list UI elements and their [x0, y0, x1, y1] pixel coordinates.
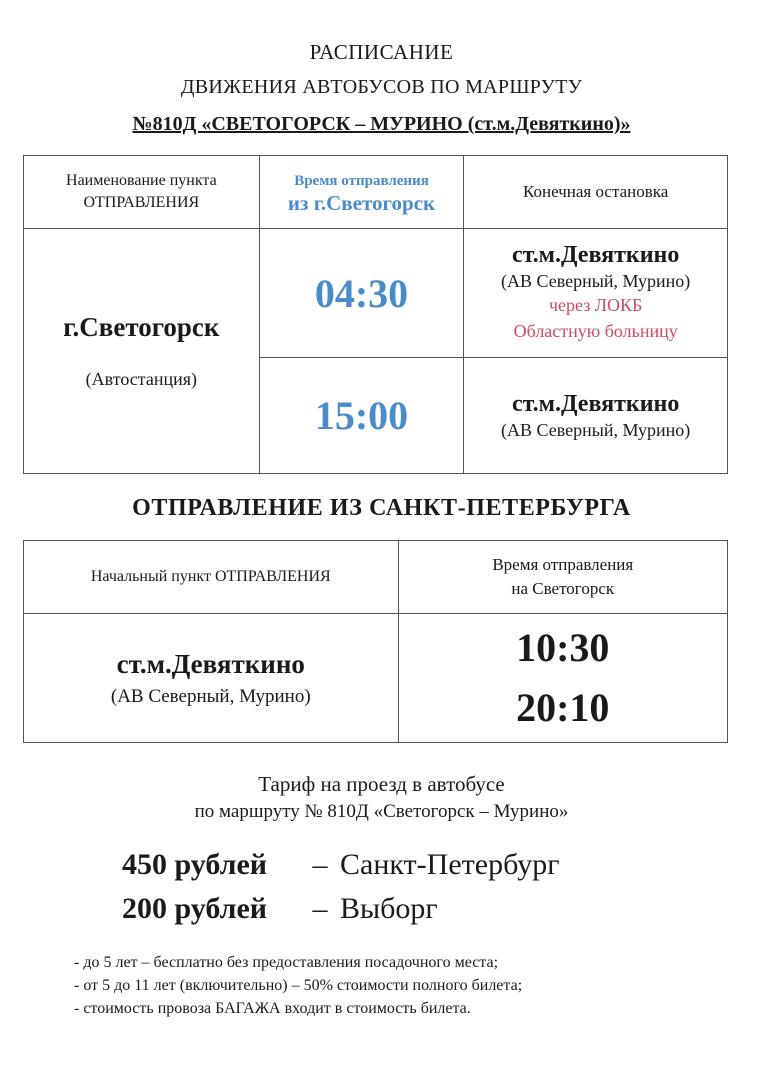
destination-sub: (АВ Северный, Мурино) — [501, 419, 691, 440]
time-cell — [259, 229, 464, 358]
via-note-line2: Областную больницу — [513, 321, 678, 341]
header-final-stop: Конечная остановка — [464, 156, 728, 229]
route-title: №810Д «СВЕТОГОРСК – МУРИНО (ст.м.Девяткино)» — [132, 113, 631, 135]
origin-station: (Автостанция) — [85, 369, 198, 389]
destination-name: ст.м.Девяткино — [512, 390, 680, 417]
times-cell — [398, 614, 727, 743]
doc-title-line1: РАСПИСАНИЕ — [309, 40, 454, 64]
section-title-from-spb: ОТПРАВЛЕНИЕ ИЗ САНКТ-ПЕТЕРБУРГА — [132, 495, 631, 521]
price-amount: 450 рублей — [122, 848, 268, 881]
price-amount: 200 рублей — [122, 892, 268, 925]
destination-cell — [464, 229, 728, 358]
departure-time: 20:10 — [516, 685, 610, 730]
departures-from-spb-table — [23, 540, 728, 743]
tariff-title: Тариф на проезд в автобусе — [258, 772, 505, 796]
origin-city: г.Светогорск — [63, 312, 220, 342]
price-destination: Выборг — [340, 892, 438, 925]
note-half-price-children: - от 5 до 11 лет (включительно) – 50% стоимости полного билета; — [74, 977, 523, 994]
header-start-point: Начальный пункт ОТПРАВЛЕНИЯ — [24, 541, 399, 614]
destination-name: ст.м.Девяткино — [512, 242, 680, 268]
table-row — [24, 229, 728, 358]
departures-from-svetogorsk-table — [23, 155, 728, 474]
departure-time: 15:00 — [314, 393, 409, 438]
via-note-line1: через ЛОКБ — [548, 295, 643, 315]
note-baggage: - стоимость провоза БАГАЖА входит в стоимость билета. — [74, 1000, 471, 1017]
destination-sub: (АВ Северный, Мурино) — [501, 271, 691, 291]
departure-time: 10:30 — [516, 625, 610, 670]
origin-cell — [24, 614, 399, 743]
price-destination: Санкт-Петербург — [340, 848, 560, 881]
table-row — [24, 614, 728, 743]
header-departure-time: Время отправления на Светогорск — [398, 541, 727, 614]
price-dash: – — [312, 848, 328, 881]
origin-station: ст.м.Девяткино — [116, 648, 305, 679]
price-dash: – — [312, 892, 328, 925]
note-free-under-5: - до 5 лет – бесплатно без предоставления посадочного места; — [74, 954, 499, 971]
doc-title-line2: ДВИЖЕНИЯ АВТОБУСОВ ПО МАРШРУТУ — [180, 76, 583, 98]
destination-cell — [464, 358, 728, 474]
origin-cell — [24, 229, 260, 474]
price-row — [122, 892, 438, 926]
tariff-route: по маршруту № 810Д «Светогорск – Мурино» — [194, 801, 569, 822]
origin-station-sub: (АВ Северный, Мурино) — [110, 685, 311, 707]
time-cell — [259, 358, 464, 474]
departure-time: 04:30 — [314, 270, 409, 316]
price-row — [122, 848, 560, 882]
header-departure-point: Наименование пункта ОТПРАВЛЕНИЯ — [24, 156, 260, 229]
header-departure-time: Время отправления из г.Светогорск — [259, 156, 464, 229]
table-header-row — [24, 541, 728, 614]
table-header-row — [24, 156, 728, 229]
